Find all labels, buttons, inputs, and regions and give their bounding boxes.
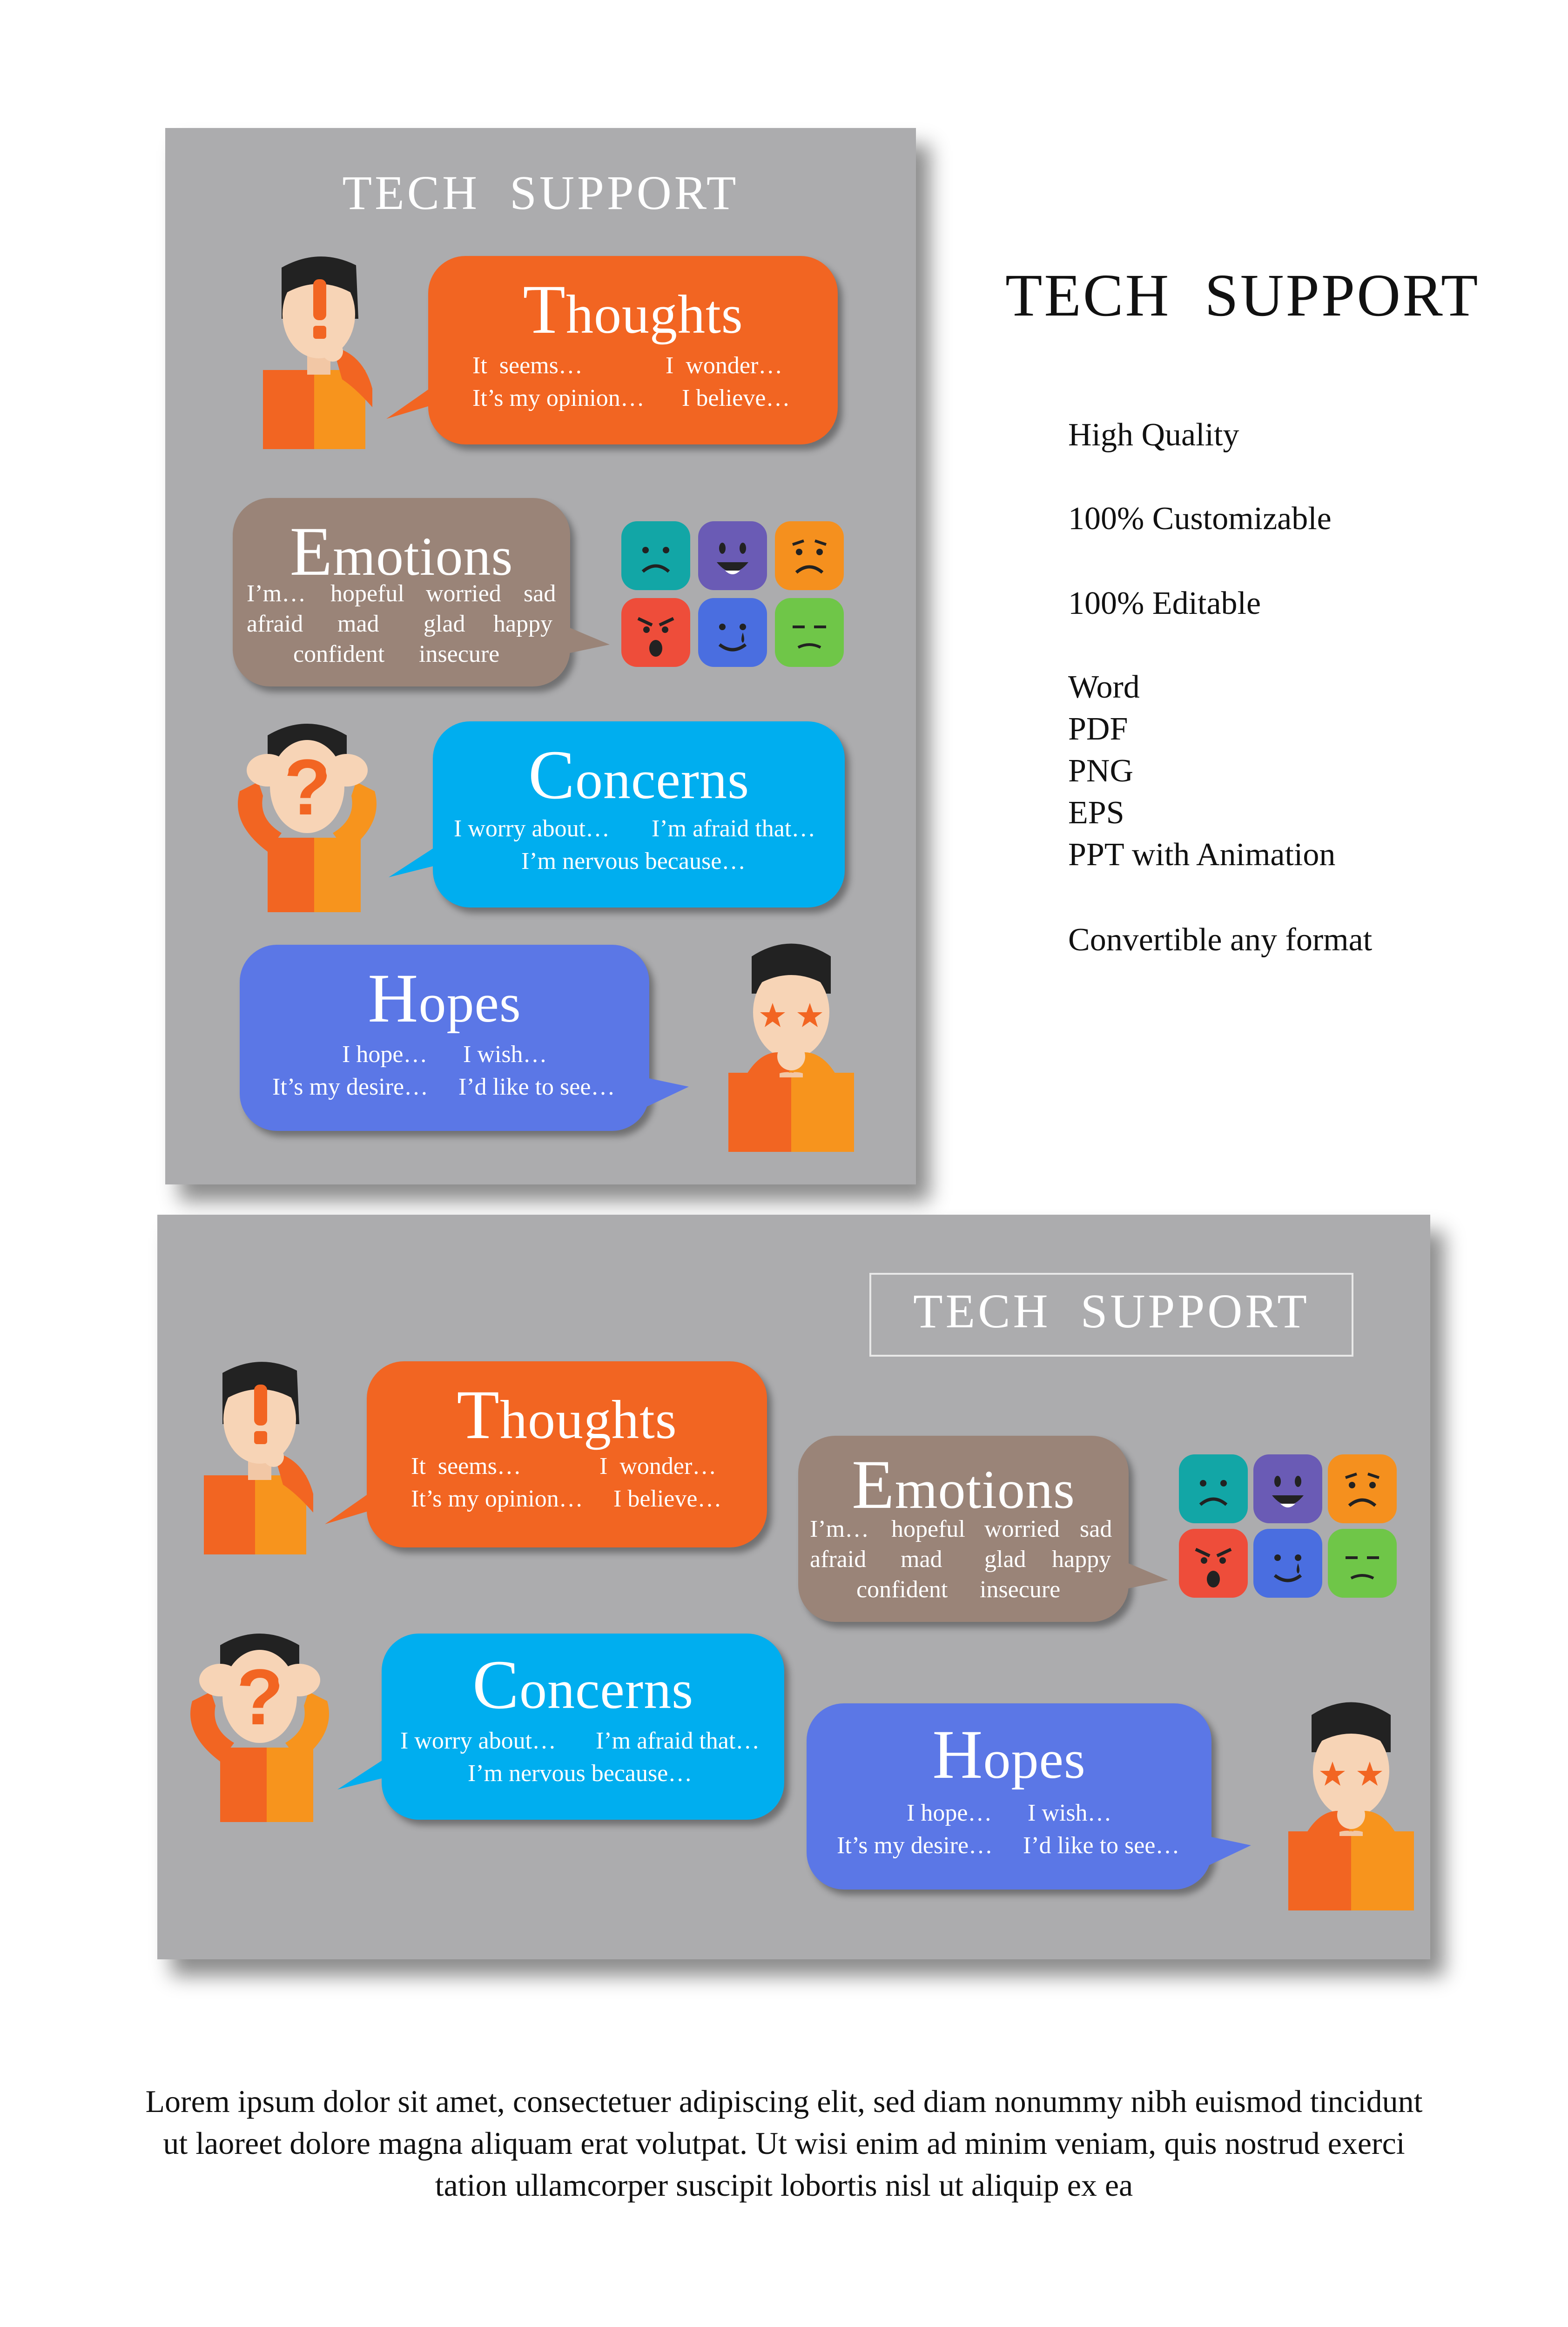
emotions-title: Emotions	[852, 1446, 1075, 1523]
format-item: PNG	[1068, 753, 1134, 789]
thoughts-text: I believe…	[613, 1486, 722, 1512]
happy-face-icon	[698, 521, 767, 590]
worried-face-icon	[1328, 1454, 1397, 1523]
thoughts-text: I wonder…	[666, 352, 783, 379]
feature-item: 100% Customizable	[1068, 501, 1332, 537]
emotions-title: Emotions	[289, 513, 513, 590]
emotions-text: worried	[426, 580, 501, 607]
thoughts-text: I wonder…	[599, 1453, 717, 1480]
hopes-text: I hope…	[907, 1800, 992, 1826]
emotions-text: I’m…	[247, 580, 306, 607]
hopes-text: I wish…	[463, 1041, 547, 1068]
lorem-line: tation ullamcorper suscipit lobortis nisl ut aliquip ex ea	[435, 2167, 1133, 2203]
person-question-icon	[230, 717, 384, 912]
emotions-text: worried	[984, 1516, 1060, 1542]
hopes-text: It’s my desire…	[837, 1832, 993, 1859]
convertible-note: Convertible any format	[1068, 922, 1373, 958]
thoughts-text: It’s my opinion…	[411, 1486, 583, 1512]
thoughts-bubble	[428, 256, 838, 444]
person-exclamation-icon	[204, 1359, 325, 1554]
side-title: TECH SUPPORT	[1005, 262, 1480, 329]
format-item: PPT with Animation	[1068, 837, 1336, 873]
emotions-text: happy	[1052, 1546, 1111, 1573]
card-title: TECH SUPPORT	[913, 1285, 1310, 1338]
portrait-card	[165, 128, 916, 1184]
emotions-text: mad	[337, 611, 379, 637]
emotions-text: hopeful	[891, 1516, 965, 1542]
emotions-text: afraid	[810, 1546, 867, 1573]
concerns-bubble	[433, 721, 845, 908]
emotions-text: afraid	[247, 611, 303, 637]
landscape-card	[157, 1215, 1430, 1959]
thoughts-bubble	[367, 1361, 767, 1547]
hopes-title: Hopes	[932, 1716, 1086, 1793]
emotions-text: happy	[493, 611, 553, 637]
feature-item: High Quality	[1068, 417, 1239, 453]
thoughts-text: It seems…	[411, 1453, 521, 1480]
angry-face-icon	[621, 598, 690, 667]
emotions-text: sad	[1080, 1516, 1112, 1542]
emotions-text: I’m…	[810, 1516, 869, 1542]
concerns-title: Concerns	[528, 736, 750, 814]
emotions-text: confident	[293, 641, 385, 667]
format-item: EPS	[1068, 795, 1124, 831]
emoji-grid	[1179, 1454, 1407, 1603]
emotions-text: insecure	[980, 1576, 1061, 1603]
concerns-title: Concerns	[472, 1646, 694, 1723]
concerns-text: I’m nervous because…	[521, 848, 746, 874]
emotions-text: glad	[424, 611, 465, 637]
card-title: TECH SUPPORT	[342, 166, 739, 220]
person-exclamation-icon	[263, 254, 384, 449]
thoughts-title: Thoughts	[457, 1376, 677, 1453]
crying-face-icon	[698, 598, 767, 667]
happy-face-icon	[1253, 1454, 1322, 1523]
hopes-text: I hope…	[342, 1041, 428, 1068]
concerns-text: I worry about…	[400, 1728, 557, 1754]
emotions-text: glad	[984, 1546, 1026, 1573]
person-star-eyes-icon	[1288, 1696, 1414, 1910]
worried-face-icon	[775, 521, 844, 590]
neutral-face-icon	[1328, 1529, 1397, 1598]
thoughts-text: I believe…	[682, 385, 790, 411]
emotions-bubble	[233, 498, 570, 686]
crying-face-icon	[1253, 1529, 1322, 1598]
concerns-bubble	[382, 1634, 784, 1820]
sad-face-icon	[621, 521, 690, 590]
angry-face-icon	[1179, 1529, 1248, 1598]
lorem-line: ut laoreet dolore magna aliquam erat volutpat. Ut wisi enim ad minim veniam, quis nostrud exerci	[163, 2125, 1405, 2161]
concerns-text: I’m afraid that…	[652, 815, 816, 842]
concerns-text: I worry about…	[454, 815, 610, 842]
emotions-text: confident	[856, 1576, 948, 1603]
thoughts-title: Thoughts	[523, 271, 743, 348]
hopes-text: I’d like to see…	[1023, 1832, 1180, 1859]
emotions-text: sad	[524, 580, 556, 607]
neutral-face-icon	[775, 598, 844, 667]
concerns-text: I’m nervous because…	[468, 1760, 693, 1787]
hopes-text: I’d like to see…	[458, 1074, 615, 1100]
hopes-title: Hopes	[368, 960, 521, 1037]
emoji-grid	[621, 521, 849, 670]
emotions-text: hopeful	[330, 580, 404, 607]
format-item: PDF	[1068, 711, 1128, 747]
thoughts-text: It’s my opinion…	[472, 385, 645, 411]
emotions-bubble	[798, 1436, 1129, 1622]
format-item: Word	[1068, 669, 1140, 705]
hopes-bubble	[240, 945, 649, 1131]
emotions-text: mad	[901, 1546, 942, 1573]
hopes-bubble	[807, 1703, 1211, 1890]
thoughts-text: It seems…	[472, 352, 583, 379]
emotions-text: insecure	[419, 641, 500, 667]
feature-item: 100% Editable	[1068, 585, 1261, 621]
concerns-text: I’m afraid that…	[596, 1728, 760, 1754]
hopes-text: It’s my desire…	[272, 1074, 429, 1100]
person-star-eyes-icon	[728, 938, 854, 1152]
person-question-icon	[183, 1627, 336, 1822]
lorem-line: Lorem ipsum dolor sit amet, consectetuer adipiscing elit, sed diam nonummy nibh euismod tincidunt	[145, 2084, 1423, 2119]
hopes-text: I wish…	[1028, 1800, 1112, 1826]
sad-face-icon	[1179, 1454, 1248, 1523]
